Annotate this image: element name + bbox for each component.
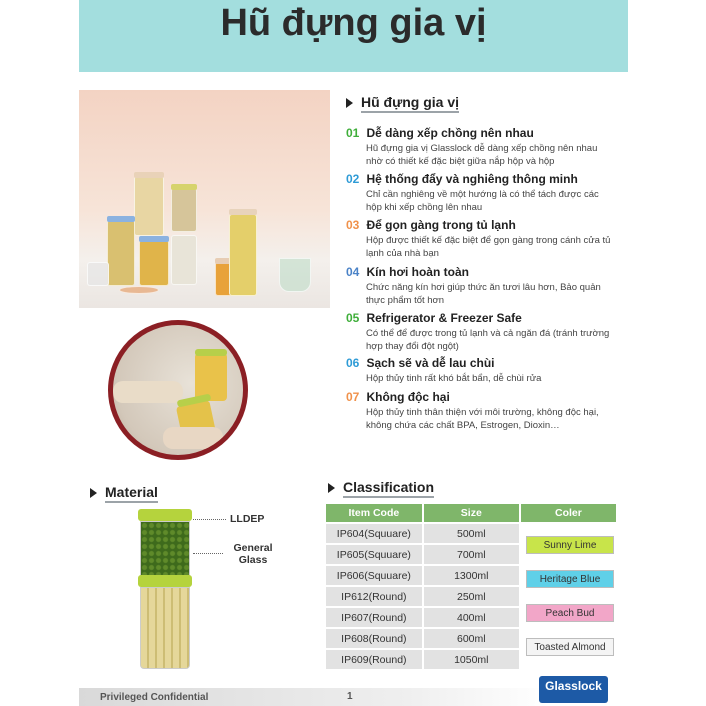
footer-confidential: Privileged Confidential [100, 692, 209, 703]
product-photo [79, 90, 330, 308]
color-swatch-heritage-blue: Heritage Blue [526, 570, 614, 588]
glasslock-logo: Glasslock [539, 676, 608, 703]
feature-item-03: 03 Để gọn gàng trong tủ lạnh Hộp được thiết kế đặc biệt để gọn gàng trong cánh cửa tủ lạnh của nhà bạn [346, 218, 611, 259]
body-material-label: General Glass [233, 542, 273, 566]
table-row: IP604(Squuare) 500ml [326, 524, 616, 543]
features-heading: Hũ đựng gia vị [346, 94, 459, 110]
col-item-code: Item Code [326, 504, 422, 522]
lid-pointer-line [193, 519, 226, 520]
lid-material-label: LLDEP [230, 513, 265, 525]
col-size: Size [424, 504, 519, 522]
table-row: IP605(Squuare) 700ml [326, 545, 616, 564]
material-jar-illustration [138, 509, 192, 669]
classification-heading: Classification [328, 479, 434, 495]
feature-item-07: 07 Không độc hại Hộp thủy tinh thân thiện với môi trường, không độc hại, không chứa các chất BPA, Estrogen, Dioxin… [346, 390, 599, 431]
material-heading: Material [90, 484, 158, 500]
table-header-row [326, 504, 616, 522]
color-swatch-sunny-lime: Sunny Lime [526, 536, 614, 554]
color-swatch-peach-bud: Peach Bud [526, 604, 614, 622]
triangle-bullet-icon [346, 98, 353, 108]
body-pointer-line [193, 553, 223, 554]
triangle-bullet-icon [328, 483, 335, 493]
stacking-demo-photo [108, 320, 248, 460]
page-title: Hũ đựng gia vị [220, 2, 487, 44]
triangle-bullet-icon [90, 488, 97, 498]
feature-item-01: 01 Dễ dàng xếp chồng nên nhau Hũ đựng gia vị Glasslock dễ dàng xếp chồng nên nhau nhờ có thiết kế đặc biệt giữa nắp hộp và hộp [346, 126, 598, 167]
table-row: IP608(Round) 600ml [326, 629, 616, 648]
table-row: IP609(Round) 1050ml [326, 650, 616, 669]
table-row: IP607(Round) 400ml [326, 608, 616, 627]
color-swatch-toasted-almond: Toasted Almond [526, 638, 614, 656]
feature-item-05: 05 Refrigerator & Freezer Safe Có thể để được trong tủ lạnh và cả ngăn đá (tránh trường hợp thay đổi đột ngột) [346, 311, 610, 352]
col-color: Coler [521, 504, 616, 522]
feature-item-06: 06 Sạch sẽ và dễ lau chùi Hộp thủy tinh rất khó bắt bẩn, dễ chùi rửa [346, 356, 542, 384]
table-row: IP612(Round) 250ml [326, 587, 616, 606]
feature-item-04: 04 Kín hơi hoàn toàn Chức năng kín hơi giúp thức ăn tươi lâu hơn, Bảo quản thực phẩm tốt hơn [346, 265, 601, 306]
feature-item-02: 02 Hệ thống đẩy và nghiêng thông minh Chỉ cần nghiêng về một hướng là có thể tách được các hộp khi xếp chồng lên nhau [346, 172, 599, 213]
table-row: IP606(Squuare) 1300ml [326, 566, 616, 585]
page-number: 1 [347, 691, 353, 702]
